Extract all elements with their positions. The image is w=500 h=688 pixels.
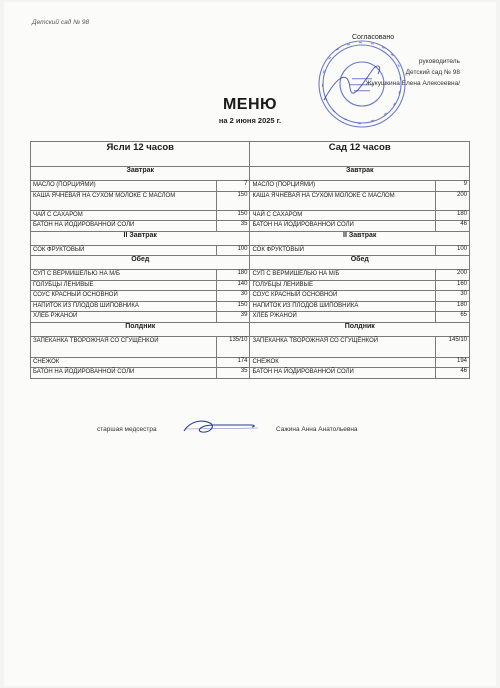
dish-name: СУП С ВЕРМИШЕЛЬЮ НА М/Б bbox=[31, 270, 217, 281]
dish-amount: 7 bbox=[216, 181, 250, 192]
dish-name: СНЕЖОК bbox=[31, 357, 217, 368]
table-row bbox=[31, 270, 470, 281]
menu-date: на 2 июня 2025 г. bbox=[218, 116, 282, 125]
table-row bbox=[31, 245, 470, 256]
section-title: II Завтрак bbox=[31, 231, 250, 245]
section-title: Полдник bbox=[31, 322, 250, 336]
dish-amount: 100 bbox=[216, 245, 250, 256]
dish-name: СОК ФРУКТОВЫЙ bbox=[250, 245, 436, 256]
dish-name: СОУС КРАСНЫЙ ОСНОВНОЙ bbox=[31, 291, 217, 302]
dish-name: ЧАЙ С САХАРОМ bbox=[31, 210, 217, 221]
approver-name: Жукушкина Елена Алексеевна/ bbox=[365, 80, 460, 87]
table-header-row bbox=[31, 142, 470, 167]
section-row-second-breakfast bbox=[31, 231, 470, 245]
organization-label: Детский сад № 98 bbox=[32, 19, 90, 26]
dish-name: КАША ЯЧНЕВАЯ НА СУХОМ МОЛОКЕ С МАСЛОМ bbox=[31, 191, 217, 210]
dish-amount: 150 bbox=[216, 301, 250, 312]
approver-org: Детский сад № 98 bbox=[405, 69, 460, 76]
dish-amount: 65 bbox=[436, 312, 470, 323]
table-row bbox=[31, 336, 470, 357]
approval-block bbox=[310, 56, 460, 89]
dish-name: ХЛЕБ РЖАНОЙ bbox=[250, 312, 436, 323]
dish-name: БАТОН НА ЙОДИРОВАННОЙ СОЛИ bbox=[31, 368, 217, 379]
dish-amount: 180 bbox=[216, 270, 250, 281]
dish-amount: 140 bbox=[216, 280, 250, 291]
dish-amount: 150 bbox=[216, 210, 250, 221]
dish-amount: 160 bbox=[436, 280, 470, 291]
column-header-nursery: Ясли 12 часов bbox=[31, 142, 250, 167]
table-row bbox=[31, 312, 470, 323]
dish-amount: 200 bbox=[436, 191, 470, 210]
dish-amount: 174 bbox=[216, 357, 250, 368]
dish-amount: 100 bbox=[436, 245, 470, 256]
table-row bbox=[31, 221, 470, 232]
dish-amount: 150 bbox=[216, 191, 250, 210]
dish-name: СОК ФРУКТОВЫЙ bbox=[31, 245, 217, 256]
dish-name: СОУС КРАСНЫЙ ОСНОВНОЙ bbox=[250, 291, 436, 302]
dish-name: СУП С ВЕРМИШЕЛЬЮ НА М/Б bbox=[250, 270, 436, 281]
table-row bbox=[31, 368, 470, 379]
dish-name: ЗАПЕКАНКА ТВОРОЖНАЯ СО СГУЩЁНКОЙ bbox=[250, 336, 436, 357]
dish-amount: 135/10 bbox=[216, 336, 250, 357]
menu-title: МЕНЮ bbox=[222, 96, 278, 113]
section-title: Обед bbox=[250, 256, 470, 270]
dish-amount: 200 bbox=[436, 270, 470, 281]
section-row-lunch bbox=[31, 256, 470, 270]
dish-name: ГОЛУБЦЫ ЛЕНИВЫЕ bbox=[31, 280, 217, 291]
signer-role: старшая медсестра bbox=[97, 426, 157, 433]
dish-name: БАТОН НА ЙОДИРОВАННОЙ СОЛИ bbox=[31, 221, 217, 232]
dish-name: МАСЛО (ПОРЦИЯМИ) bbox=[250, 181, 436, 192]
table-row bbox=[31, 280, 470, 291]
dish-amount: 194 bbox=[436, 357, 470, 368]
dish-name: ЗАПЕКАНКА ТВОРОЖНАЯ СО СГУЩЁНКОЙ bbox=[31, 336, 217, 357]
approval-label: Согласовано bbox=[352, 34, 395, 41]
approver-title: руководитель bbox=[418, 58, 460, 65]
dish-amount: 180 bbox=[436, 301, 470, 312]
dish-name: ЧАЙ С САХАРОМ bbox=[250, 210, 436, 221]
dish-name: ГОЛУБЦЫ ЛЕНИВЫЕ bbox=[250, 280, 436, 291]
section-title: Завтрак bbox=[250, 167, 470, 181]
section-title: Полдник bbox=[250, 322, 470, 336]
dish-name: КАША ЯЧНЕВАЯ НА СУХОМ МОЛОКЕ С МАСЛОМ bbox=[250, 191, 436, 210]
dish-amount: 30 bbox=[216, 291, 250, 302]
handwritten-signature bbox=[180, 415, 260, 439]
dish-name: БАТОН НА ЙОДИРОВАННОЙ СОЛИ bbox=[250, 221, 436, 232]
dish-amount: 180 bbox=[436, 210, 470, 221]
dish-amount: 35 bbox=[216, 221, 250, 232]
table-row bbox=[31, 291, 470, 302]
section-title: Завтрак bbox=[31, 167, 250, 181]
table-row bbox=[31, 181, 470, 192]
dish-amount: 46 bbox=[436, 368, 470, 379]
dish-amount: 46 bbox=[436, 221, 470, 232]
section-row-breakfast bbox=[31, 167, 470, 181]
dish-amount: 9 bbox=[436, 181, 470, 192]
dish-name: БАТОН НА ЙОДИРОВАННОЙ СОЛИ bbox=[250, 368, 436, 379]
dish-name: НАПИТОК ИЗ ПЛОДОВ ШИПОВНИКА bbox=[31, 301, 217, 312]
dish-amount: 145/10 bbox=[436, 336, 470, 357]
section-title: Обед bbox=[31, 256, 250, 270]
table-row bbox=[31, 191, 470, 210]
dish-name: НАПИТОК ИЗ ПЛОДОВ ШИПОВНИКА bbox=[250, 301, 436, 312]
column-header-kindergarten: Сад 12 часов bbox=[250, 142, 470, 167]
dish-name: СНЕЖОК bbox=[250, 357, 436, 368]
dish-amount: 30 bbox=[436, 291, 470, 302]
dish-amount: 35 bbox=[216, 368, 250, 379]
table-row bbox=[31, 357, 470, 368]
dish-amount: 39 bbox=[216, 312, 250, 323]
menu-table bbox=[30, 141, 470, 379]
signer-name: Сажина Анна Анатольевна bbox=[276, 426, 358, 433]
table-row bbox=[31, 210, 470, 221]
section-row-afternoon-snack bbox=[31, 322, 470, 336]
dish-name: МАСЛО (ПОРЦИЯМИ) bbox=[31, 181, 217, 192]
table-row bbox=[31, 301, 470, 312]
section-title: II Завтрак bbox=[250, 231, 470, 245]
dish-name: ХЛЕБ РЖАНОЙ bbox=[31, 312, 217, 323]
